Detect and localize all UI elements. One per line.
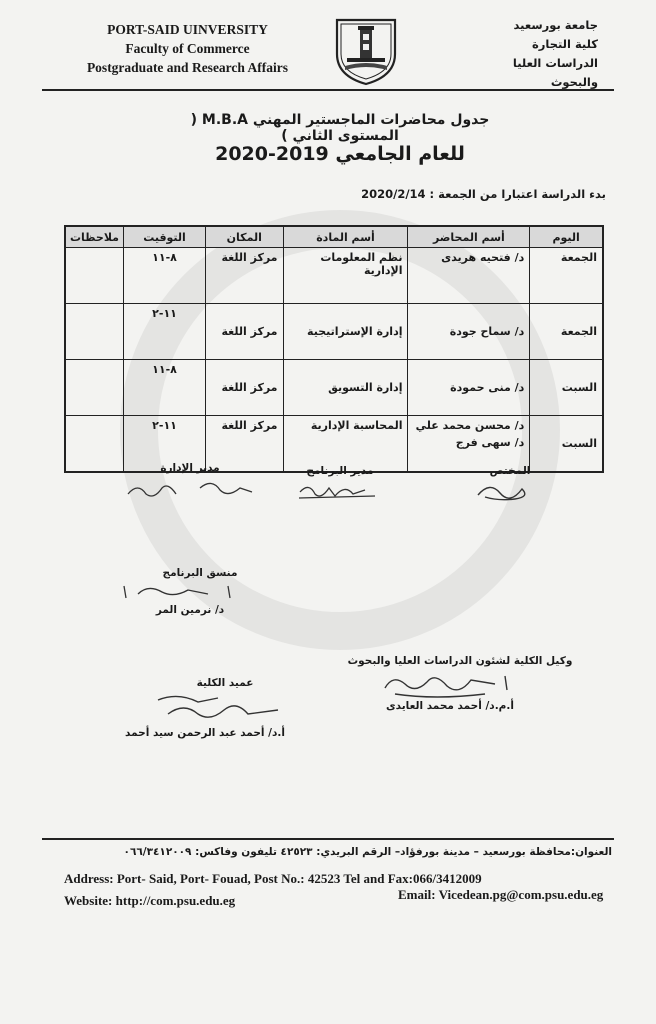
day-cell: السبت [530, 360, 603, 416]
university-name-en: PORT-SAID UINVERSITY [107, 22, 268, 37]
program-director-signature [295, 478, 385, 502]
day-cell: الجمعة [530, 248, 603, 304]
specialist-label: المختص [489, 465, 531, 477]
university-name-ar: جامعة بورسعيد [513, 18, 598, 32]
admin-director-signature [120, 476, 260, 504]
notes-cell [65, 304, 124, 360]
place-cell: مركز اللغة [206, 416, 283, 473]
notes-cell [65, 416, 124, 473]
academic-year: للعام الجامعي 2019-2020 [215, 143, 465, 165]
english-header [70, 20, 305, 77]
subject-cell: إدارة الإستراتيجية [283, 304, 408, 360]
col-notes: ملاحظات [65, 226, 124, 248]
time-cell: ٨-١١ [124, 360, 206, 416]
subject-cell: نظم المعلومات الإدارية [283, 248, 408, 304]
program-director-label: مدير البرنامج [306, 465, 374, 477]
dean-signature [148, 690, 288, 726]
lecturer-name-second: د/ سهى فرج [455, 436, 525, 449]
table-row [65, 304, 603, 360]
notes-cell [65, 360, 124, 416]
vice-dean-signature [375, 668, 525, 702]
subject-cell: المحاسبة الإدارية [283, 416, 408, 473]
vice-dean-name: أ.م.د/ أحمد محمد العايدى [386, 700, 514, 712]
specialist-signature [470, 477, 540, 503]
lecturer-cell [408, 416, 530, 473]
lecturer-cell [408, 304, 530, 360]
arabic-header [488, 16, 598, 92]
lecturer-name: د/ فتحيه هريدى [441, 251, 525, 264]
lecturer-name: د/ سماح جودة [449, 325, 525, 338]
coordinator-signature [118, 580, 238, 604]
time-cell: ١١-٢ [124, 416, 206, 473]
day-cell: الجمعة [530, 304, 603, 360]
website-link[interactable]: Website: http://com.psu.edu.eg [64, 893, 236, 908]
place-cell: مركز اللغة [206, 304, 283, 360]
place-cell: مركز اللغة [206, 248, 283, 304]
place-cell: مركز اللغة [206, 360, 283, 416]
address-arabic: العنوان:محافظة بورسعيد – مدينة بورفؤاد– الرقم البريدي: ٤٢٥٢٣ تليفون وفاكس: ٠٦٦/٣٤١٢٠٠٩ [123, 846, 612, 858]
start-date-note: بدء الدراسة اعتبارا من الجمعة : 2020/2/14 [361, 187, 606, 201]
dean-name: أ.د/ أحمد عبد الرحمن سيد أحمد [125, 727, 285, 739]
footer-divider [42, 838, 614, 840]
lecturer-cell [408, 248, 530, 304]
col-day: اليوم [530, 226, 603, 248]
vice-dean-title: وكيل الكلية لشئون الدراسات العليا والبحوث [347, 655, 573, 667]
lecturer-cell [408, 360, 530, 416]
admin-director-label: مدير الإدارة [160, 462, 220, 474]
address-english: Address: Port- Said, Port- Fouad, Post No.: 42523 Tel and Fax:066/3412009 [64, 871, 482, 886]
header-divider [42, 89, 614, 91]
university-logo [329, 14, 403, 88]
time-cell: ١١-٢ [124, 304, 206, 360]
subject-cell: إدارة التسويق [283, 360, 408, 416]
faculty-name-en: Faculty of Commerce [125, 41, 250, 56]
table-row [65, 248, 603, 304]
col-subject: أسم المادة [283, 226, 408, 248]
table-row [65, 360, 603, 416]
notes-cell [65, 248, 124, 304]
faculty-name-ar: كلية التجارة [531, 37, 598, 51]
dean-title: عميد الكلية [196, 677, 254, 689]
col-time: التوقيت [124, 226, 206, 248]
schedule-title: جدول محاضرات الماجستير المهني M.B.A ( المستوى الثاني ) [190, 112, 490, 144]
lecture-schedule-table [64, 225, 604, 473]
table-header-row [65, 226, 603, 248]
lecturer-name: د/ محسن محمد علي [415, 419, 525, 432]
col-lecturer: أسم المحاضر [408, 226, 530, 248]
time-cell: ٨-١١ [124, 248, 206, 304]
day-cell: السبت [530, 416, 603, 473]
lecturer-name: د/ منى حمودة [450, 381, 525, 394]
department-name-ar: الدراسات العليا والبحوث [512, 56, 598, 89]
department-name-en: Postgraduate and Research Affairs [86, 60, 289, 75]
coordinator-name: د/ نرمين المر [155, 604, 225, 616]
coordinator-label: منسق البرنامج [162, 567, 238, 579]
email-link[interactable]: Email: Vicedean.pg@com.psu.edu.eg [398, 887, 604, 902]
col-place: المكان [206, 226, 283, 248]
